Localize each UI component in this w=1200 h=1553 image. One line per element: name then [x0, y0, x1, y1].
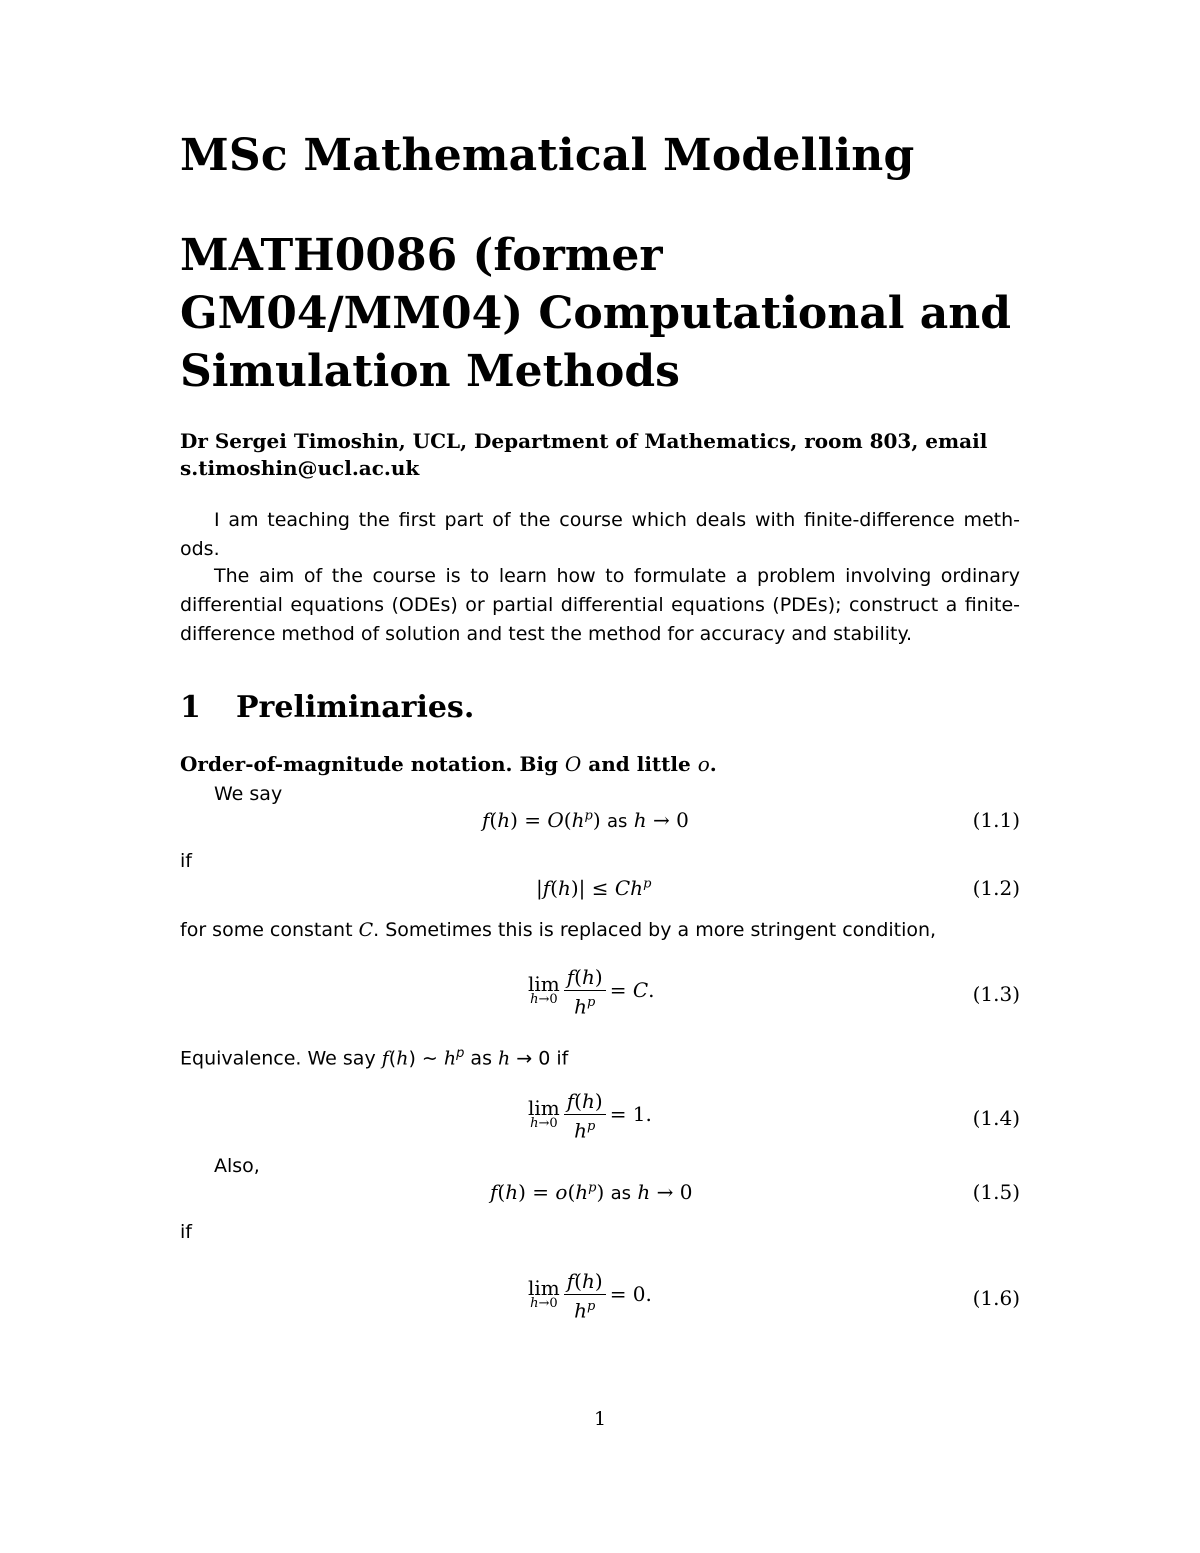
- intro-paragraph: I am teaching the first part of the course which deals with finite-difference meth-ods.: [180, 509, 1020, 560]
- course-title-line: MATH0086 (former: [180, 230, 663, 281]
- aim-paragraph: The aim of the course is to learn how to formulate a problem involving ordinary differential equations (ODEs) or partial differential equations (PDEs); construct a finite-difference method of solution and test the method for accuracy and stability.: [180, 565, 1020, 645]
- author-email: s.timoshin@ucl.ac.uk: [180, 456, 420, 480]
- equation-number: (1.6): [972, 1286, 1020, 1310]
- equation-1-5: $f(h) = o(h^p)$ as h → 0: [490, 1180, 693, 1204]
- page-title: MSc Mathematical Modelling: [180, 130, 915, 181]
- equation-1-2: $|f(h)| \le Ch^p$: [536, 876, 652, 900]
- equation-number: (1.3): [972, 982, 1020, 1006]
- text-equivalence: Equivalence. We say f(h) ∼ $h^p$ as h → 0 if: [180, 1046, 569, 1070]
- course-title-line: GM04/MM04) Computational and: [180, 288, 1012, 339]
- author-info: [180, 428, 1025, 482]
- equation-1-6: lim h→0 $\frac{f(h)}{h^p}$ = 0.: [528, 1269, 652, 1323]
- course-title: [180, 228, 1040, 402]
- equation-1-4: lim h→0 $\frac{f(h)}{h^p}$ = 1.: [528, 1089, 652, 1143]
- equation-number: (1.2): [972, 876, 1020, 900]
- text-we-say: We say: [214, 783, 283, 805]
- section-number: 1: [180, 690, 201, 725]
- author-line: Dr Sergei Timoshin, UCL, Department of Mathematics, room 803, email: [180, 429, 988, 453]
- text-also: Also,: [214, 1155, 260, 1177]
- section-title: Preliminaries.: [236, 690, 475, 725]
- text-if: if: [180, 1221, 192, 1243]
- equation-number: (1.4): [972, 1106, 1020, 1130]
- equation-number: (1.5): [972, 1180, 1020, 1204]
- course-title-line: Simulation Methods: [180, 346, 680, 397]
- page-number: 1: [594, 1408, 607, 1430]
- runin-heading: Order-of-magnitude notation. Big O and little o.: [180, 752, 717, 776]
- text-if: if: [180, 850, 192, 872]
- equation-number: (1.1): [972, 808, 1020, 832]
- text-for-some-constant: for some constant C. Sometimes this is replaced by a more stringent condition,: [180, 919, 937, 941]
- equation-1-1: $f(h) = O(h^p)$ as h → 0: [482, 808, 689, 832]
- section-heading: [180, 690, 474, 726]
- equation-1-3: lim h→0 $\frac{f(h)}{h^p}$ = C.: [528, 965, 655, 1019]
